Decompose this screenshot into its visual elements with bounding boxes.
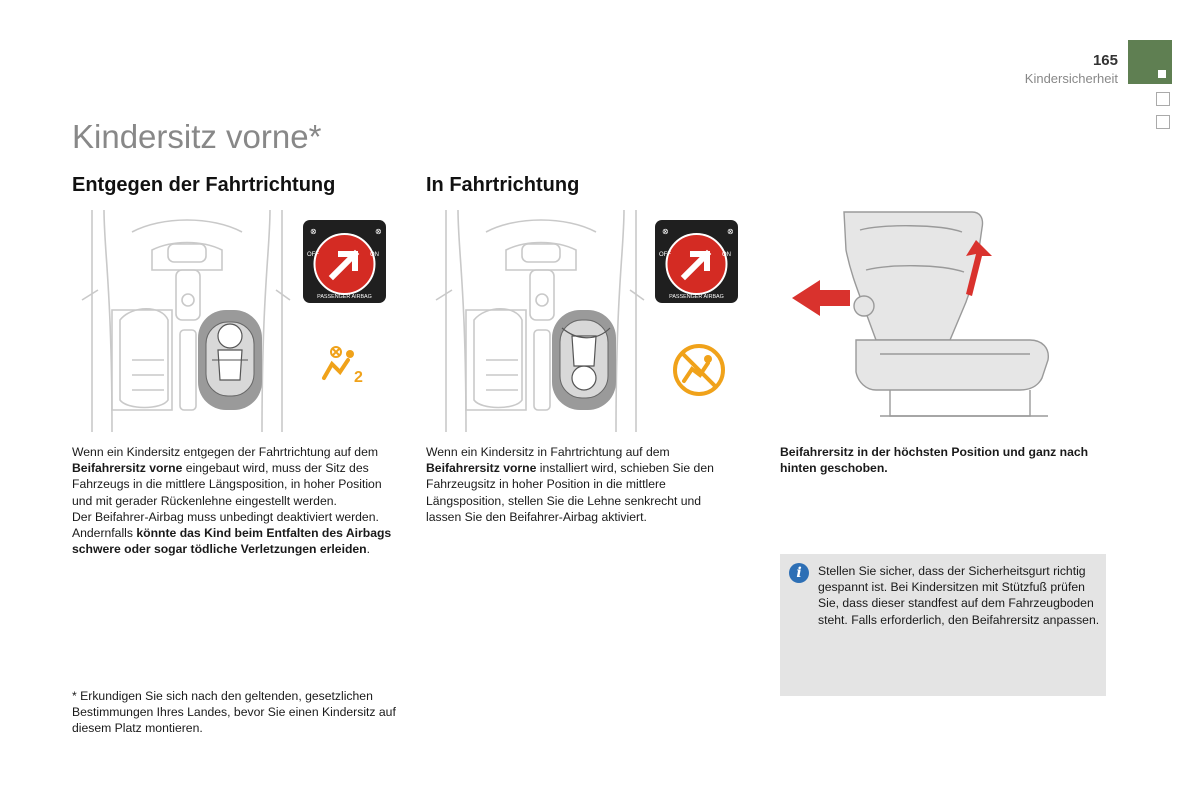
section-label: Kindersicherheit <box>1024 71 1118 86</box>
footnote <box>72 688 412 737</box>
svg-text:OFF: OFF <box>307 252 319 258</box>
info-text: Stellen Sie sicher, dass der Sicherheitsgurt richtig gespannt ist. Bei Kindersitzen mit Stützfuß prüfen Sie, dass dieser standfest auf dem Fahrzeugboden steht. Falls erforderlich, den Beifahrersitz anpassen. <box>818 564 1100 627</box>
airbag-symbol-icon: ⊗ <box>375 227 382 236</box>
passenger-airbag-on-badge <box>655 220 738 303</box>
svg-text:OFF: OFF <box>659 252 671 258</box>
forward-facing-text: Wenn ein Kindersitz in Fahrtrichtung auf dem Beifahrersitz vorne installiert wird, schieben Sie den Fahrzeugsitz in hoher Position in die mittlere Längsposition, stellen Sie die Lehne senkrecht und lassen Sie den Beifahrer-Airbag aktiviert. <box>426 445 714 524</box>
airbag-symbol-icon: ⊗ <box>662 227 669 236</box>
heading-rear-facing: Entgegen der Fahrtrichtung <box>72 174 336 196</box>
airbag-off-icon <box>320 344 368 386</box>
svg-text:2: 2 <box>354 369 363 386</box>
passenger-airbag-off-badge <box>303 220 386 303</box>
footnote-text: Erkundigen Sie sich nach den geltenden, gesetzlichen Bestimmungen Ihres Landes, bevor Sie einen Kindersitz auf diesem Platz montieren. <box>72 689 396 736</box>
chapter-tab-box <box>1156 92 1170 106</box>
svg-text:PASSENGER AIRBAG: PASSENGER AIRBAG <box>669 294 724 300</box>
svg-text:PASSENGER AIRBAG: PASSENGER AIRBAG <box>317 294 372 300</box>
chapter-tab-marker <box>1158 70 1166 78</box>
airbag-symbol-icon: ⊗ <box>727 227 734 236</box>
car-interior-rear-facing-illustration <box>72 210 302 432</box>
heading-forward-facing: In Fahrtrichtung <box>426 174 580 196</box>
svg-text:ON: ON <box>722 252 731 258</box>
page-title: Kindersitz vorne* <box>72 118 322 155</box>
footnote-marker: * <box>72 689 77 703</box>
airbag-on-icon <box>672 343 726 397</box>
rear-facing-text: Wenn ein Kindersitz entgegen der Fahrtrichtung auf dem Beifahrersitz vorne eingebaut wird, muss der Sitz des Fahrzeugs in die mittlere Längsposition, in hoher Position und mit gerader Rückenlehne eingestellt werden. Der Beifahrer-Airbag muss unbedingt deaktiviert werden. Andernfalls könnte das Kind beim Entfalten des Airbags schwere oder sogar tödliche Verletzungen erleiden. <box>72 445 392 557</box>
chapter-tab-box <box>1156 115 1170 129</box>
airbag-symbol-icon: ⊗ <box>310 227 317 236</box>
seat-position-illustration <box>780 210 1060 432</box>
car-interior-forward-facing-illustration <box>426 210 656 432</box>
page-number: 165 <box>1092 52 1118 69</box>
seat-position-caption: Beifahrersitz in der höchsten Position und ganz nach hinten geschoben. <box>780 445 1089 476</box>
svg-text:ON: ON <box>370 252 379 258</box>
info-icon: i <box>789 563 809 583</box>
